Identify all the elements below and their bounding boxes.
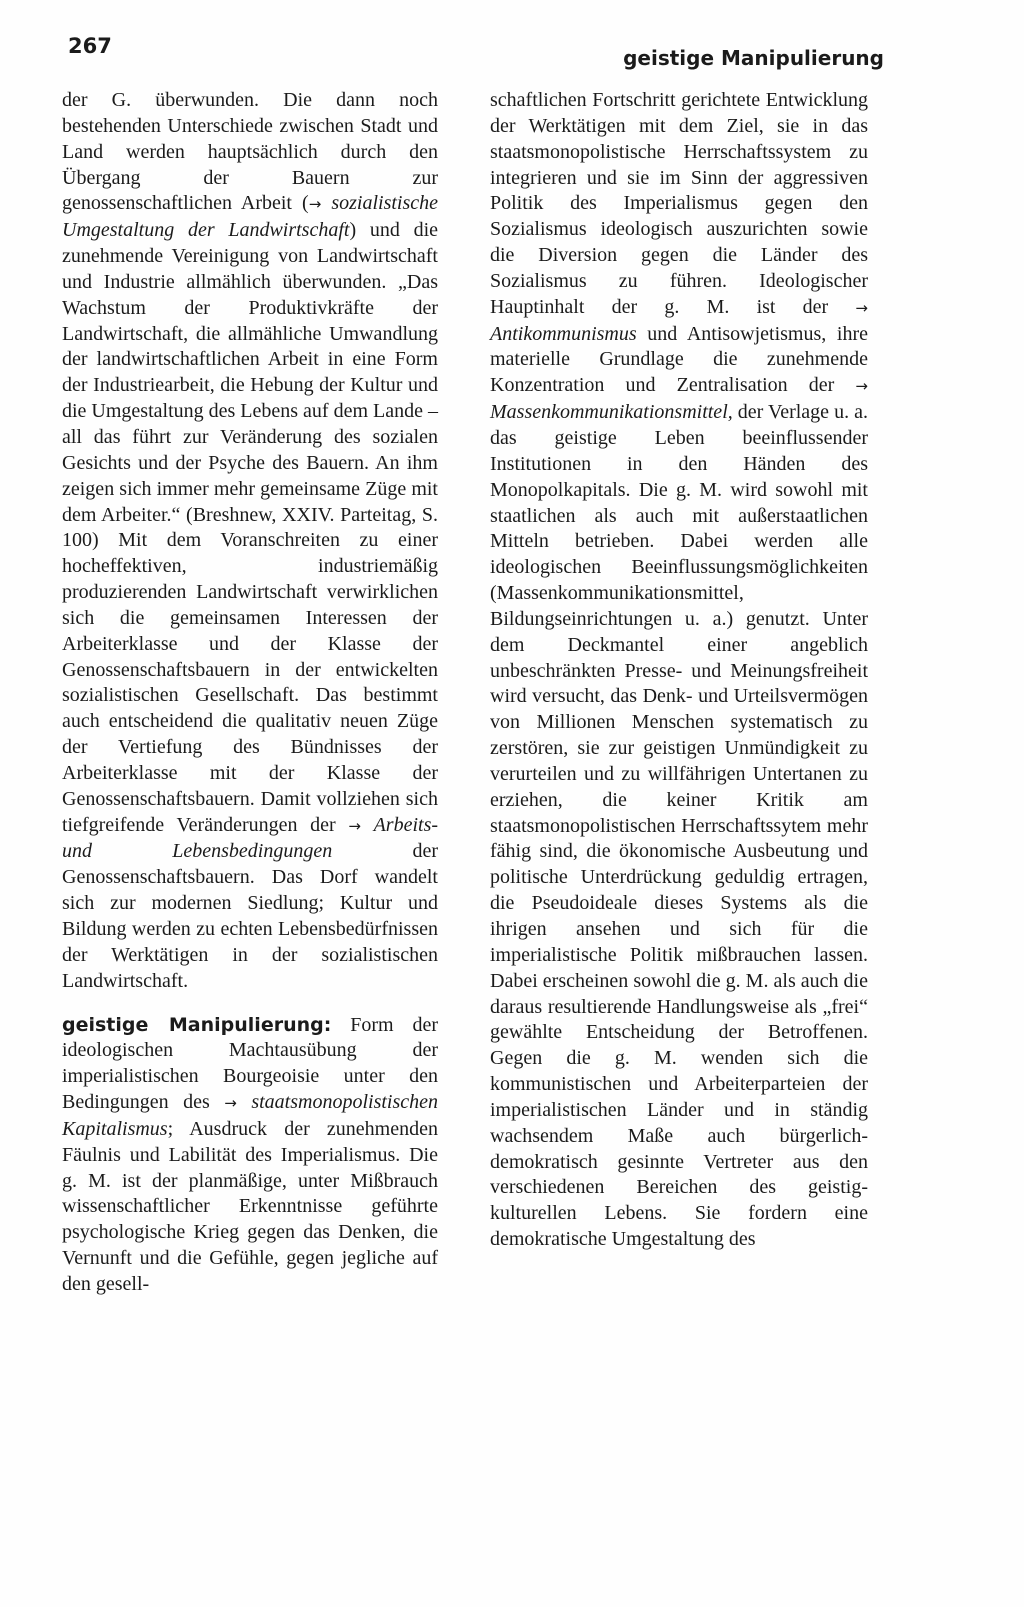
cross-reference: Arbeits- und Lebensbedingungen: [62, 813, 439, 863]
text-run: ) und die zunehmende Vereinigung von Landwirtschaft und Industrie allmählich überwunden. „Das Wachstum der Produktivkräfte der Landwirtschaft, die allmähliche Umwandlung der landwirtschaftlichen Arbeit in eine Form der Industriearbeit, die Hebung der Kultur und die Umgestaltung des Lebens auf dem Lande – all das führt zur Veränderung des sozialen Gesichts und der Psyche des Bauern. An ihm zeigen sich immer mehr gemeinsame Züge mit dem Arbeiter.“ (Breshnew, XXIV. Parteitag, S. 100) Mit dem Voranschreiten zu einer hocheffektiven, industriemäßig produzierenden Landwirtschaft verwirklichen sich die gemeinsamen Interessen der Arbeiterklasse und der Klasse der Genossenschaftsbauern in der entwickelten sozialistischen Gesellschaft. Das bestimmt auch entscheidend die qualitativ neuen Züge der Vertiefung des Bündnisses der Arbeiterklasse mit der Klasse der Genossenschaftsbauern. Damit vollziehen sich tiefgreifende Veränderungen der: [62, 219, 439, 836]
paragraph-continued: [62, 88, 438, 995]
cross-reference: sozialistische Umgestaltung der Landwirtschaft: [62, 192, 439, 242]
dictionary-entry: [62, 1013, 438, 1298]
cross-reference-arrow-icon: →: [348, 816, 361, 835]
cross-reference-arrow-icon: →: [855, 377, 868, 396]
cross-reference-arrow-icon: →: [224, 1094, 237, 1113]
text-run: ; Ausdruck der zunehmenden Fäulnis und Labilität des Imperialismus. Die g. M. ist der planmäßige, unter Mißbrauch wissenschaftlicher Erkenntnisse geführte psychologische Krieg gegen das Denken, die Vernunft und die Gefühle, gegen jegliche auf den gesell-: [62, 1117, 438, 1295]
text-run: der Genossenschaftsbauern. Das Dorf wandelt sich zur modernen Siedlung; Kultur und Bildung werden zu echten Lebensbedürfnissen der Werktätigen in der sozialistischen Landwirtschaft.: [62, 840, 438, 992]
right-column: [490, 88, 868, 1253]
cross-reference-arrow-icon: →: [855, 298, 868, 317]
text-run: der G. überwunden. Die dann noch bestehenden Unterschiede zwischen Stadt und Land werden hauptsächlich durch den Übergang der Bauern zur genossenschaftlichen Arbeit (: [62, 89, 438, 215]
paragraph-continued: [490, 88, 868, 1253]
text-run: schaftlichen Fortschritt gerichtete Entwicklung der Werktätigen mit dem Ziel, sie in das staatsmonopolistische Herrschaftssystem zu integrieren und sie im Sinn der aggressiven Politik des Imperialismus gegen den Sozialismus ideologisch auszurichten sowie die Diversion gegen die Länder des Sozialismus zu führen. Ideologischer Hauptinhalt der g. M. ist der: [490, 89, 868, 318]
cross-reference: staatsmonopolistischen Kapitalismus: [62, 1091, 439, 1140]
text-run: der Verlage u. a. das geistige Leben beeinflussender Institutionen in den Händen des Monopolkapitals. Die g. M. wird sowohl mit staatlichen als auch mit außerstaatlichen Mitteln betrieben. Dabei werden alle ideologischen Beeinflussungsmöglichkeiten (Massenkommunikationsmittel, Bildungseinrichtungen u. a.) genutzt. Unter dem Deckmantel einer angeblich unbeschränkten Presse- und Meinungsfreiheit wird versucht, das Denk- und Urteilsvermögen von Millionen Menschen systematisch zu zerstören, sie zur geistigen Unmündigkeit zu verurteilen und zu willfährigen Untertanen zu erziehen, die keiner Kritik am staatsmonopolistischen Herrschaftssytem mehr fähig sind, die ökonomische Ausbeutung und politische Unterdrückung geduldig ertragen, die Pseudoideale dieses Systems als die ihrigen ansehen und sich für die imperialistische Politik mißbrauchen lassen. Dabei erscheinen sowohl die g. M. als auch die daraus resultierende Handlungsweise als „frei“ gewählte Entscheidung der Betroffenen. Gegen die g. M. wenden sich die kommunistischen und Arbeiterparteien der imperialistischen Länder und in ständig wachsendem Maße auch bürgerlich-demokratisch gesinnte Vertreter aus den verschiedenen Bereichen des geistig-kulturellen Lebens. Sie fordern eine demokratische Umgestaltung des: [490, 401, 868, 1251]
entry-headword: geistige Manipulierung:: [62, 1013, 332, 1036]
page-number: 267: [68, 34, 112, 58]
left-column: [62, 88, 438, 1298]
running-head: geistige Manipulierung: [623, 46, 884, 70]
text-run: Form der ideologischen Machtausübung der imperialistischen Bourgeoisie unter den Bedingungen des: [62, 1013, 438, 1114]
cross-reference: Massenkommunikationsmittel,: [490, 401, 733, 424]
cross-reference-arrow-icon: →: [308, 195, 322, 214]
text-run: und Antisowjetismus, ihre materielle Grundlage die zunehmende Konzentration und Zentralisation der: [490, 322, 868, 397]
cross-reference: Antikommunismus: [490, 322, 637, 345]
